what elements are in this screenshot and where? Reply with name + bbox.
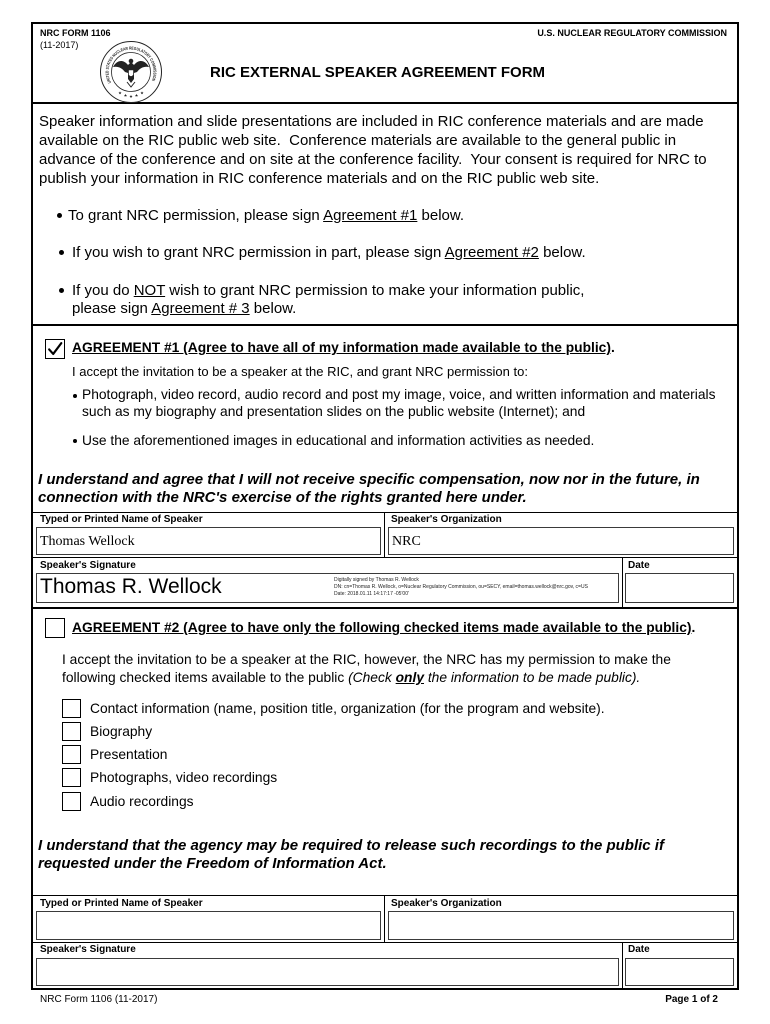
intro-bullet-agreement-2 (72, 245, 586, 260)
agreement-1-reference: Agreement #1 (323, 206, 418, 224)
bullet-text: If you do (72, 281, 134, 299)
contact-information-checkbox[interactable] (62, 699, 81, 718)
speaker-name-label: Typed or Printed Name of Speaker (40, 514, 203, 525)
agreement-2-checkbox[interactable] (45, 618, 65, 638)
bullet-text: below. (538, 243, 586, 261)
table-column-divider (622, 557, 623, 607)
speaker-name-field[interactable] (36, 911, 381, 940)
speaker-organization-label: Speaker's Organization (391, 898, 502, 909)
check-instruction: (Check (348, 670, 396, 685)
bullet-icon (57, 213, 62, 218)
nrc-seal-icon (99, 40, 163, 104)
speaker-organization-field[interactable] (388, 911, 734, 940)
checkmark-icon (46, 340, 64, 358)
agreement-2-reference: Agreement #2 (444, 243, 539, 261)
date-field[interactable] (625, 958, 734, 986)
table-divider (31, 895, 739, 896)
footer-form-id: NRC Form 1106 (11-2017) (40, 994, 158, 1005)
agreement-divider (31, 607, 739, 609)
agency-name: U.S. NUCLEAR REGULATORY COMMISSION (537, 27, 727, 38)
speaker-signature-field[interactable] (36, 573, 619, 603)
form-number: NRC FORM 1106 (40, 27, 111, 38)
agreement-1-heading-end: . (610, 340, 615, 355)
intro-line: Speaker information and slide presentations are included in RIC conference materials and are made (39, 112, 704, 130)
agreement-1-checkbox[interactable] (45, 339, 65, 359)
bullet-text: If you wish to grant NRC permission in part, please sign (72, 243, 445, 261)
biography-checkbox[interactable] (62, 722, 81, 741)
foia-statement: I understand that the agency may be required to release such recordings to the public if (38, 836, 664, 854)
agreement-2-heading-text: AGREEMENT #2 (Agree to have only the following checked items made available to the public) (72, 620, 692, 635)
audio-recordings-label: Audio recordings (90, 794, 194, 809)
table-divider (31, 557, 739, 558)
agreement-2-accept-line-2 (62, 671, 640, 685)
speaker-signature-label: Speaker's Signature (40, 560, 136, 571)
page-title: RIC EXTERNAL SPEAKER AGREEMENT FORM (210, 63, 546, 81)
speaker-signature-label: Speaker's Signature (40, 944, 136, 955)
biography-label: Biography (90, 724, 153, 739)
bullet-icon (59, 250, 64, 255)
agreement-1-heading (72, 341, 615, 355)
table-divider (31, 512, 739, 513)
not-emphasis: NOT (133, 281, 166, 299)
date-label: Date (628, 560, 650, 571)
foia-statement: requested under the Freedom of Information Act. (38, 854, 387, 872)
agreement-2-heading-end: . (691, 620, 696, 635)
intro-line: available on the RIC public web site. Conference materials are available to the general public in (39, 131, 677, 149)
digital-signature-line: Date: 2018.01.11 14:17:17 -05'00' (334, 590, 409, 597)
bullet-text: To grant NRC permission, please sign (68, 206, 324, 224)
speaker-organization-field[interactable] (388, 527, 734, 555)
agreement-2-accept-line: I accept the invitation to be a speaker at the RIC, however, the NRC has my permission to make the (62, 652, 671, 667)
compensation-statement: I understand and agree that I will not receive specific compensation, now nor in the future, in (38, 470, 700, 488)
agreement-2-heading (72, 621, 695, 635)
photographs-label: Photographs, video recordings (90, 770, 278, 785)
intro-line: advance of the conference and on site at the conference facility. Your consent is required for NRC to (39, 150, 707, 168)
intro-bullet-agreement-3-line-2 (72, 301, 296, 316)
speaker-organization-value: NRC (392, 534, 421, 549)
speaker-name-value: Thomas Wellock (40, 534, 135, 549)
date-label: Date (628, 944, 650, 955)
date-field[interactable] (625, 573, 734, 603)
permission-item: Use the aforementioned images in educational and information activities as needed. (82, 433, 595, 448)
presentation-label: Presentation (90, 747, 168, 762)
permission-item: Photograph, video record, audio record and post my image, voice, and written information and materials (82, 387, 716, 402)
speaker-organization-label: Speaker's Organization (391, 514, 502, 525)
permission-item: such as my biography and presentation slides on the public website (Internet); and (82, 404, 586, 419)
bullet-icon (59, 288, 64, 293)
agreement-1-accept-line: I accept the invitation to be a speaker at the RIC, and grant NRC permission to: (72, 363, 528, 379)
bullet-text: below. (417, 206, 465, 224)
contact-information-label: Contact information (name, position title, organization (for the program and website). (90, 701, 605, 716)
presentation-checkbox[interactable] (62, 745, 81, 764)
bullet-text: below. (249, 299, 297, 317)
table-column-divider (384, 895, 385, 942)
intro-divider (31, 324, 739, 326)
svg-text:UNITED STATES NUCLEAR REGULATO: UNITED STATES NUCLEAR REGULATORY COMMISSION (104, 45, 158, 85)
intro-bullet-agreement-1 (68, 208, 464, 223)
only-emphasis: only (395, 670, 424, 685)
photographs-checkbox[interactable] (62, 768, 81, 787)
table-divider (31, 942, 739, 943)
digital-signature-line: Digitally signed by Thomas R. Wellock (334, 576, 419, 583)
audio-recordings-checkbox[interactable] (62, 792, 81, 811)
bullet-text: wish to grant NRC permission to make your information public, (165, 281, 585, 299)
accept-text: following checked items available to the public (62, 670, 349, 685)
digital-signature-line: DN: cn=Thomas R. Wellock, o=Nuclear Regulatory Commission, ou=SECY, email=thomas.wellock@nrc.gov, c=US (334, 583, 588, 590)
page-number: Page 1 of 2 (665, 994, 718, 1005)
signature-value: Thomas R. Wellock (40, 574, 222, 598)
check-instruction: the information to be made public). (424, 670, 641, 685)
speaker-name-field[interactable] (36, 527, 381, 555)
intro-bullet-agreement-3 (72, 283, 584, 298)
intro-line: publish your information in RIC conference materials and on the RIC public web site. (39, 169, 600, 187)
speaker-signature-field[interactable] (36, 958, 619, 986)
table-column-divider (384, 512, 385, 557)
agreement-3-reference: Agreement # 3 (151, 299, 250, 317)
speaker-name-label: Typed or Printed Name of Speaker (40, 898, 203, 909)
form-revision: (11-2017) (40, 39, 79, 50)
table-column-divider (622, 942, 623, 989)
bullet-text: please sign (72, 299, 152, 317)
agreement-1-heading-text: AGREEMENT #1 (Agree to have all of my information made available to the public) (72, 340, 611, 355)
compensation-statement: connection with the NRC's exercise of the rights granted here under. (38, 488, 527, 506)
